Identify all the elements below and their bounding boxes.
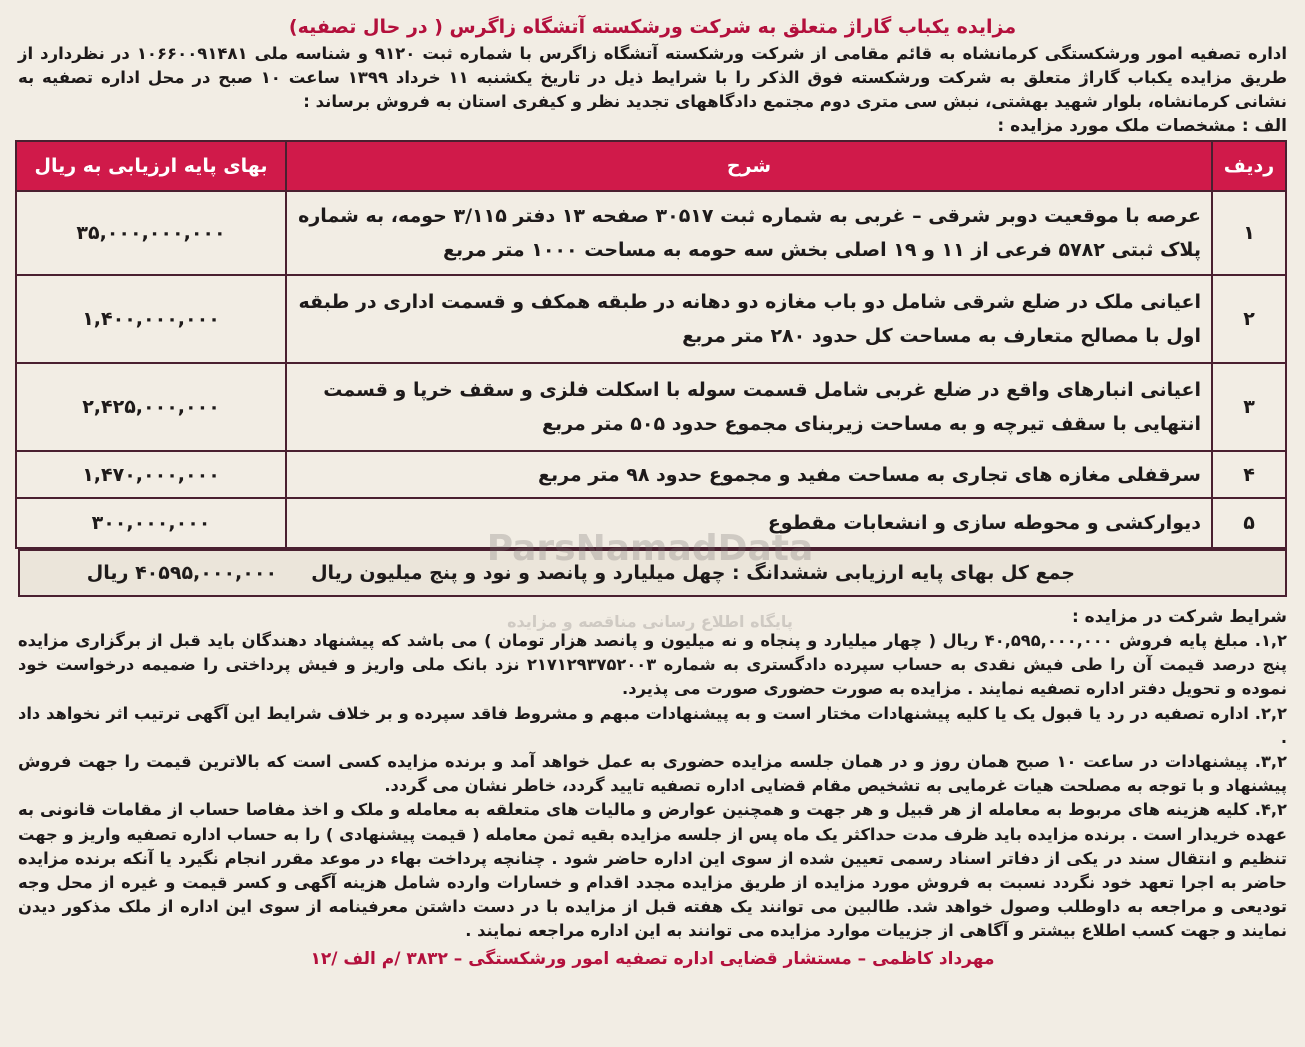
condition-item: ۲,۲. اداره تصفیه در رد یا قبول یک یا کلیه پیشنهادات مختار است و به پیشنهادات مبهم و مشروط فاقد سپرده و بر خلاف شرایط این آگهی ترتیب اثر نخواهد داد . (18, 703, 1287, 747)
header-row-number: ردیف (1212, 141, 1286, 191)
watermark-subtitle: پایگاه اطلاع رسانی مناقصه و مزایده (507, 612, 793, 631)
section-a-heading: الف : مشخصات ملک مورد مزایده : (997, 116, 1287, 136)
table-row (16, 275, 1286, 363)
notice-title: مزایده یکباب گاراژ متعلق به شرکت ورشکسته آتشگاه زاگرس ( در حال تصفیه) (288, 16, 1017, 38)
watermark-logo: ParsNamadData (486, 528, 814, 569)
intro-paragraph: اداره تصفیه امور ورشکستگی کرمانشاه به قائم مقامی از شرکت ورشکسته آتشگاه زاگرس با شماره ثبت ۹۱۲۰ و شناسه ملی ۱۰۶۶۰۰۹۱۴۸۱ در نظردارد از طریق مزایده یکباب گاراژ متعلق به شرکت ورشکسته فوق الذکر را با شرایط ذیل در تاریخ یکشنبه ۱۱ خرداد ۱۳۹۹ ساعت ۱۰ صبح در محل اداره تصفیه به نشانی کرمانشاه، بلوار شهید بهشتی، نبش سی متری دوم مجتمع دادگاههای تجدید نظر و کیفری استان به فروش برساند : (18, 44, 1287, 111)
signature-footer: مهرداد کاظمی – مستشار قضایی اداره تصفیه امور ورشکستگی – ۳۸۳۲ /م الف /۱۲ (310, 948, 995, 969)
table-row (16, 363, 1286, 451)
row-price: ۱,۴۷۰,۰۰۰,۰۰۰ (16, 451, 286, 498)
total-amount: ۴۰۵۹۵,۰۰۰,۰۰۰ ریال (86, 562, 278, 584)
table-row (16, 191, 1286, 275)
property-table (15, 140, 1287, 549)
row-number: ۲ (1212, 275, 1286, 363)
row-price: ۳۰۰,۰۰۰,۰۰۰ (16, 498, 286, 548)
header-description: شرح (286, 141, 1212, 191)
table-row (16, 451, 1286, 498)
table-header-row (16, 141, 1286, 191)
row-price: ۲,۴۲۵,۰۰۰,۰۰۰ (16, 363, 286, 451)
total-row (18, 549, 1287, 597)
condition-item: ۱,۲. مبلغ پایه فروش ۴۰,۵۹۵,۰۰۰,۰۰۰ ریال ( چهار میلیارد و پنجاه و نه میلیون و پانصد هزار تومان ) می باشد که پیشنهاد دهندگان باید قبل از برگزاری مزایده پنج درصد قیمت آن را طی فیش نقدی به حساب سپرده دادگستری به شماره ۲۱۷۱۲۹۳۷۵۲۰۰۳ نزد بانک ملی واریز و فیش پرداختی را ضمیمه درخواست خود نموده و تحویل دفتر اداره تصفیه نمایند . مزایده به صورت حضوری صورت می پذیرد. (18, 631, 1288, 699)
row-price: ۱,۴۰۰,۰۰۰,۰۰۰ (16, 275, 286, 363)
row-description: سرقفلی مغازه های تجاری به مساحت مفید و مجموع حدود ۹۸ متر مربع (286, 451, 1212, 498)
row-number: ۳ (1212, 363, 1286, 451)
table-row (16, 498, 1286, 548)
row-number: ۴ (1212, 451, 1286, 498)
row-description: اعیانی ملک در ضلع شرقی شامل دو باب مغازه دو دهانه در طبقه همکف و قسمت اداری در طبقه اول با مصالح متعارف به مساحت کل حدود ۲۸۰ متر مربع (286, 275, 1212, 363)
conditions-heading: شرایط شرکت در مزایده : (1071, 607, 1287, 627)
row-number: ۱ (1212, 191, 1286, 275)
condition-item: ۳,۲. پیشنهادات در ساعت ۱۰ صبح همان روز و در همان جلسه مزایده حضوری به عمل خواهد آمد و برنده مزایده کسی است که بالاترین قیمت را جهت فروش پیشنهاد و با توجه به مصلحت هیات غرمایی به تشخیص مقام قضایی اداره تصفیه تایید گردد، خاطر نشان می گردد. (18, 752, 1287, 796)
row-description: اعیانی انبارهای واقع در ضلع غربی شامل قسمت سوله با اسکلت فلزی و سقف خرپا و قسمت انتهایی با سقف تیرچه و به مساحت زیربنای مجموع حدود ۵۰۵ متر مربع (286, 363, 1212, 451)
total-label: جمع کل بهای پایه ارزیابی ششدانگ : چهل میلیارد و پانصد و نود و پنج میلیون ریال (311, 562, 1075, 584)
row-price: ۳۵,۰۰۰,۰۰۰,۰۰۰ (16, 191, 286, 275)
condition-item: ۴,۲. کلیه هزینه های مربوط به معامله از هر قبیل و هر جهت و همچنین عوارض و مالیات های متعلقه به معامله و ملک و اخذ مفاصا حساب از مقامات قانونی به عهده خریدار است . برنده مزایده باید ظرف مدت حداکثر یک ماه پس از جلسه مزایده بقیه ثمن معامله ( قیمت پیشنهادی ) را به حساب اداره تصفیه واریز و جهت تنظیم و انتقال سند در یکی از دفاتر اسناد رسمی تعیین شده از سوی این اداره حاضر شود . چنانچه پرداخت بهاء در موعد مقرر انجام نگیرد یا آنکه برنده مزایده حاضر به اجرا تعهد خود نگردد نسبت به فروش مورد مزایده از طریق مزایده مجدد اقدام و خسارات وارده شامل هزینه آگهی و کسر قیمت و غیره از محل وجه تودیعی و مراجعه به داوطلب وصول خواهد شد. طالبین می توانند یک هفته قبل از مزایده با در دست داشتن معرفینامه از سوی این اداره از ملک مذکور دیدن نمایند و جهت کسب اطلاع بیشتر و آگاهی از جزییات موارد مزایده می توانند به این اداره مراجعه نمایند . (18, 800, 1287, 941)
header-price: بهای پایه ارزیابی به ریال (16, 141, 286, 191)
row-description: دیوارکشی و محوطه سازی و انشعابات مقطوع (286, 498, 1212, 548)
row-description: عرصه با موقعیت دوبر شرقی – غربی به شماره ثبت ۳۰۵۱۷ صفحه ۱۳ دفتر ۳/۱۱۵ حومه، به شماره پلاک ثبتی ۵۷۸۲ فرعی از ۱۱ و ۱۹ اصلی بخش سه حومه به مساحت ۱۰۰۰ متر مربع (286, 191, 1212, 275)
row-number: ۵ (1212, 498, 1286, 548)
